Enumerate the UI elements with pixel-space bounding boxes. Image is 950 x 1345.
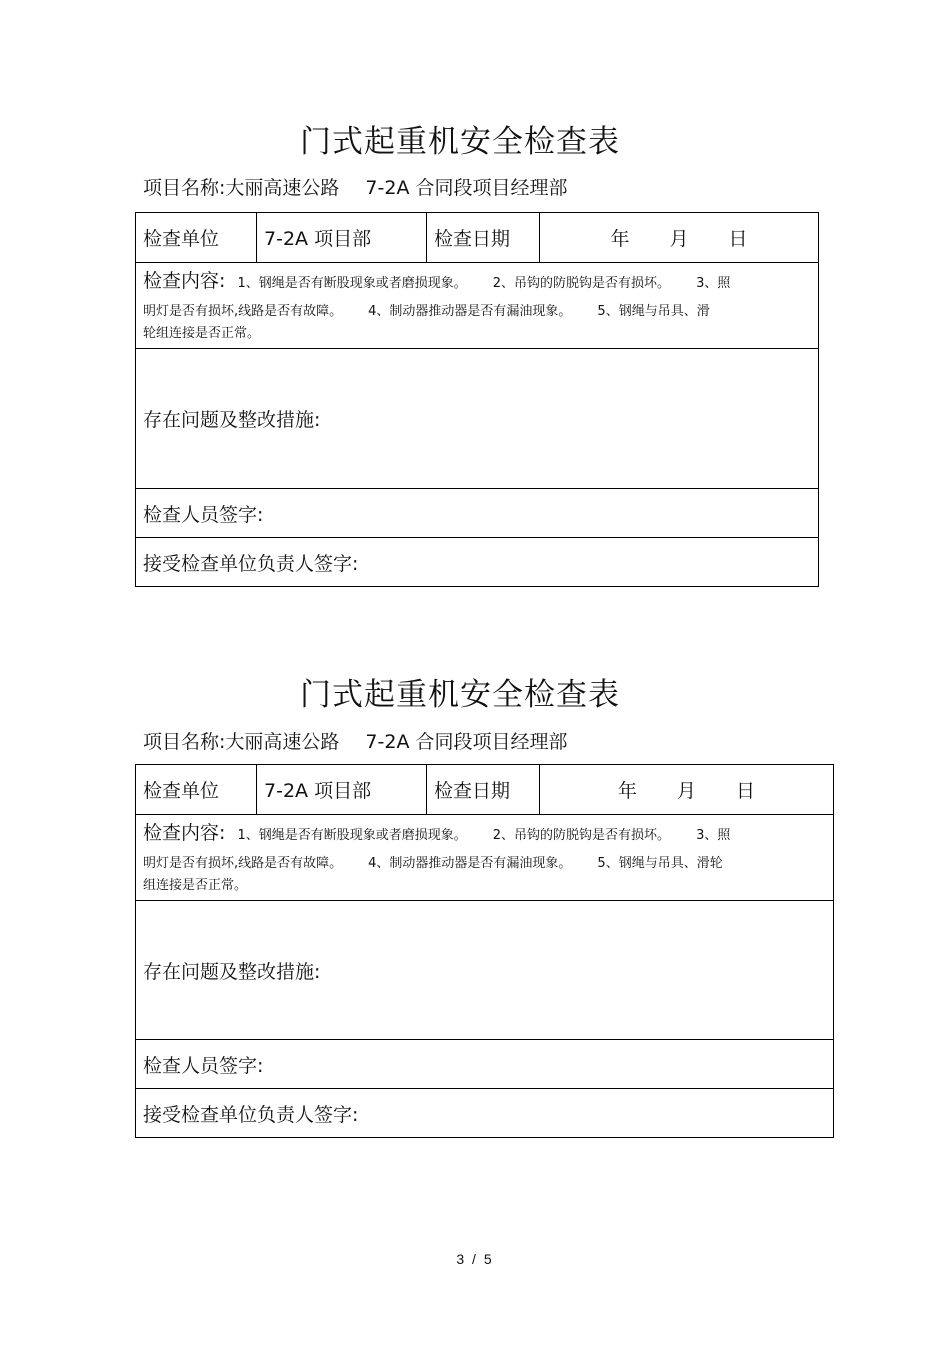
content-item-2: 2、吊钩的防脱钩是否有损坏。 [492,275,671,291]
inspection-date-label: 检查日期 [427,765,540,815]
inspection-unit-value[interactable]: 7-2A 项目部 [257,213,427,263]
problems-label: 存在问题及整改措施: [143,409,321,431]
inspector-signature[interactable] [136,489,819,538]
form-title: 门式起重机安全检查表 [300,124,620,160]
date-month: 月 [676,780,696,802]
content-item-3: 3、照 [696,827,731,843]
inspection-unit-value[interactable]: 7-2A 项目部 [257,765,427,815]
date-year: 年 [610,228,630,250]
content-item-5: 5、钢绳与吊具、滑轮 [597,855,723,871]
content-item-2: 2、吊钩的防脱钩是否有损坏。 [492,827,671,843]
inspection-date-value[interactable] [540,765,834,815]
responsible-signature[interactable] [136,1089,834,1138]
project-label: 项目名称:大丽高速公路 [143,177,340,199]
inspector-sign-label: 检查人员签字: [143,1054,264,1077]
page-number: 3 / 5 [456,1251,494,1267]
date-day: 日 [728,228,748,250]
content-item-1: 1、钢绳是否有断股现象或者磨损现象。 [237,275,467,291]
content-label: 检查内容: [143,821,226,844]
inspection-table [135,764,834,1138]
responsible-signature[interactable] [136,538,819,587]
date-month: 月 [669,228,689,250]
inspector-signature[interactable] [136,1040,834,1089]
content-item-5-cont: 轮组连接是否正常。 [143,325,261,341]
content-item-3-cont: 明灯是否有损坏,线路是否有故障。 [143,303,343,319]
inspection-date-value[interactable] [540,213,819,263]
project-label: 项目名称:大丽高速公路 [143,731,340,753]
problems-and-measures[interactable] [136,349,819,489]
content-item-5-cont: 组连接是否正常。 [143,877,248,893]
content-label: 检查内容: [143,269,226,292]
inspection-table [135,212,819,587]
inspector-sign-label: 检查人员签字: [143,503,264,526]
project-name [143,173,567,200]
project-name [143,727,567,754]
content-item-4: 4、制动器推动器是否有漏油现象。 [368,855,572,871]
inspection-content [136,263,819,349]
form-title: 门式起重机安全检查表 [300,677,620,713]
problems-label: 存在问题及整改措施: [143,960,321,983]
content-item-3: 3、照 [696,275,731,291]
date-year: 年 [617,780,637,802]
inspection-unit-label: 检查单位 [136,213,257,263]
content-item-5: 5、钢绳与吊具、滑 [597,303,710,319]
content-item-1: 1、钢绳是否有断股现象或者磨损现象。 [237,827,467,843]
content-item-4: 4、制动器推动器是否有漏油现象。 [368,303,572,319]
responsible-sign-label: 接受检查单位负责人签字: [143,1103,359,1126]
inspection-content [136,815,834,901]
project-value: 7-2A 合同段项目经理部 [365,177,568,199]
project-value: 7-2A 合同段项目经理部 [365,731,568,753]
responsible-sign-label: 接受检查单位负责人签字: [143,552,359,575]
inspection-date-label: 检查日期 [427,213,540,263]
date-day: 日 [736,780,756,802]
problems-and-measures[interactable] [136,901,834,1040]
inspection-unit-label: 检查单位 [136,765,257,815]
content-item-3-cont: 明灯是否有损坏,线路是否有故障。 [143,855,343,871]
